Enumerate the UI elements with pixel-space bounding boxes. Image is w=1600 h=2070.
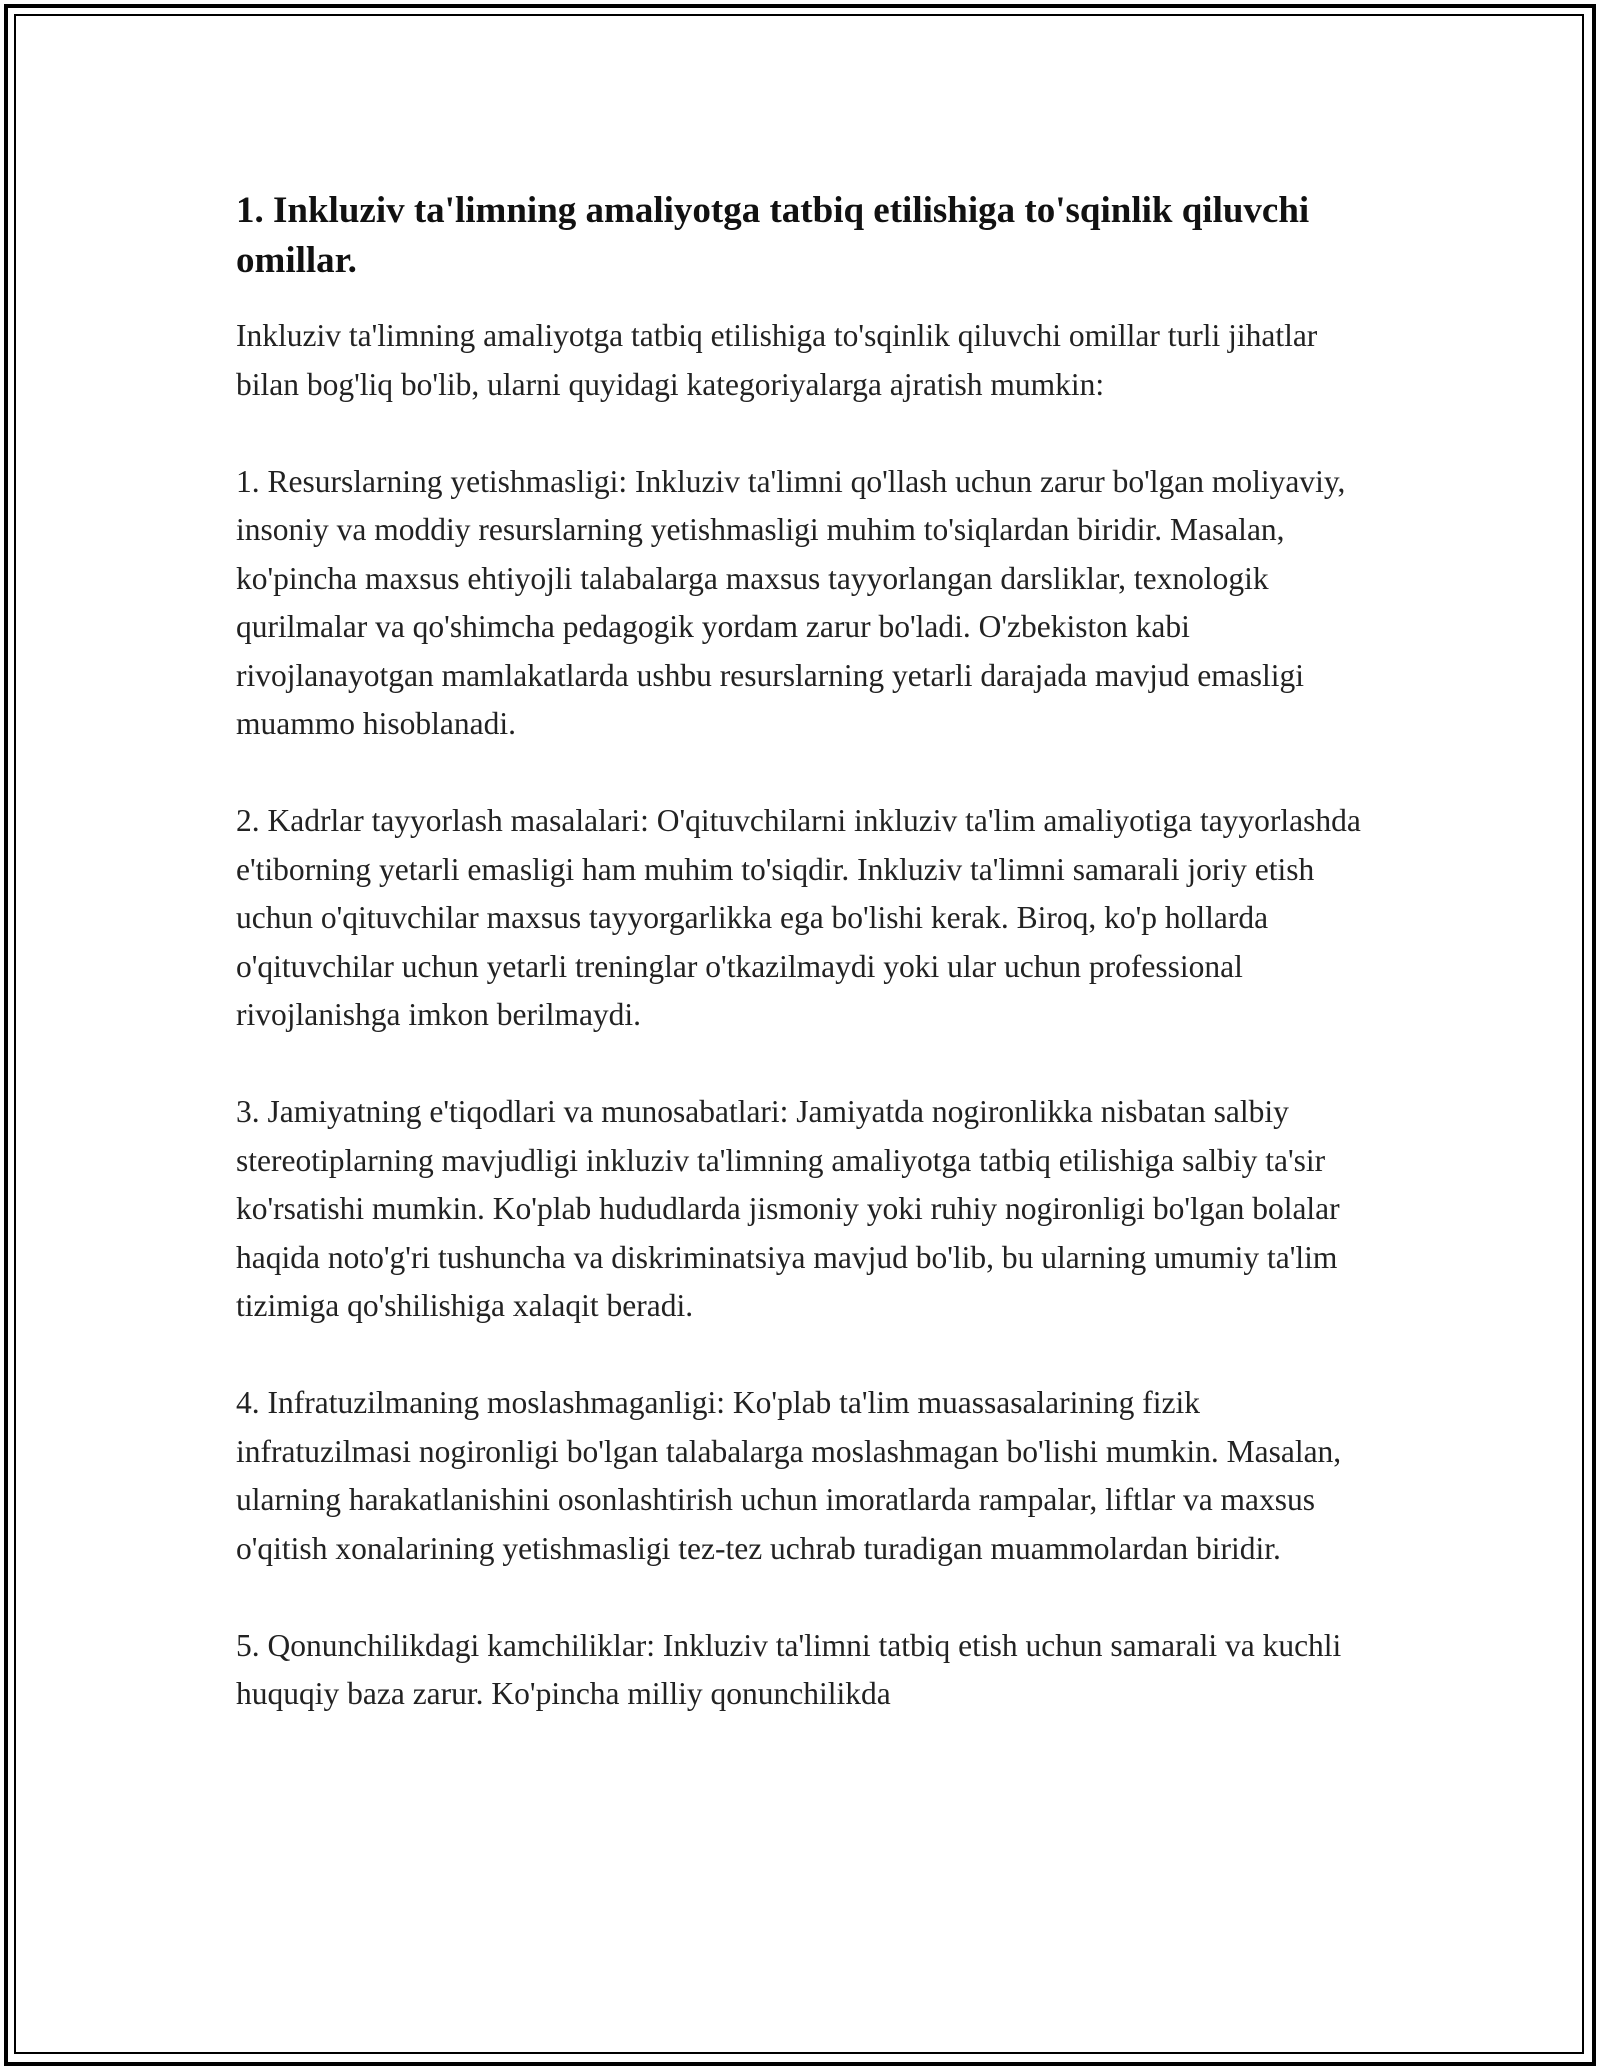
section-heading: 1. Inkluziv ta'limning amaliyotga tatbiq etilishiga to'sqinlik qiluvchi omillar. — [236, 190, 1310, 281]
list-item-legislation: 5. Qonunchilikdagi kamchiliklar: Inkluziv ta'limni tatbiq etish uchun samarali va kuchli huquqiy baza zarur. Ko'pincha milliy qonunchilikda — [236, 1627, 1342, 1711]
list-item-resources: 1. Resurslarning yetishmasligi: Inkluziv ta'limni qo'llash uchun zarur bo'lgan moliyaviy, insoniy va moddiy resurslarning yetishmasligi muhim to'siqlardan biridir. Masalan, ko'pincha maxsus ehtiyojli talabalarga maxsus tayyorlangan darsliklar, texnologik qurilmalar va qo'shimcha pedagogik yordam zarur bo'ladi. O'zbekiston kabi rivojlanayotgan mamlakatlarda ushbu resurslarning yetarli darajada mavjud emasligi muammo hisoblanadi. — [236, 463, 1346, 741]
list-item-staff-training: 2. Kadrlar tayyorlash masalalari: O'qituvchilarni inkluziv ta'lim amaliyotiga tayyorlashda e'tiborning yetarli emasligi ham muhim to'siqdir. Inkluziv ta'limni samarali joriy etish uchun o'qituvchilar maxsus tayyorgarlikka ega bo'lishi kerak. Biroq, ko'p hollarda o'qituvchilar uchun yetarli treninglar o'tkazilmaydi yoki ular uchun professional rivojlanishga imkon berilmaydi. — [236, 803, 1361, 1032]
list-item-infrastructure: 4. Infratuzilmaning moslashmaganligi: Ko'plab ta'lim muassasalarining fizik infratuzilmasi nogironligi bo'lgan talabalarga moslashmagan bo'lishi mumkin. Masalan, ularning harakatlanishini osonlashtirish uchun imoratlarda rampalar, liftlar va maxsus o'qitish xonalarining yetishmasligi tez-tez uchrab turadigan muammolardan biridir. — [236, 1385, 1342, 1566]
list-item-society-attitudes: 3. Jamiyatning e'tiqodlari va munosabatlari: Jamiyatda nogironlikka nisbatan salbiy stereotiplarning mavjudligi inkluziv ta'limning amaliyotga tatbiq etilishiga salbiy ta'sir ko'rsatishi mumkin. Ko'plab hududlarda jismoniy yoki ruhiy nogironligi bo'lgan bolalar haqida noto'g'ri tushuncha va diskriminatsiya mavjud bo'lib, bu ularning umumiy ta'lim tizimiga qo'shilishiga xalaqit beradi. — [236, 1094, 1340, 1323]
intro-paragraph: Inkluziv ta'limning amaliyotga tatbiq etilishiga to'sqinlik qiluvchi omillar turli jihatlar bilan bog'liq bo'lib, ularni quyidagi kategoriyalarga ajratish mumkin: — [236, 318, 1318, 402]
document-body — [236, 186, 1376, 1719]
